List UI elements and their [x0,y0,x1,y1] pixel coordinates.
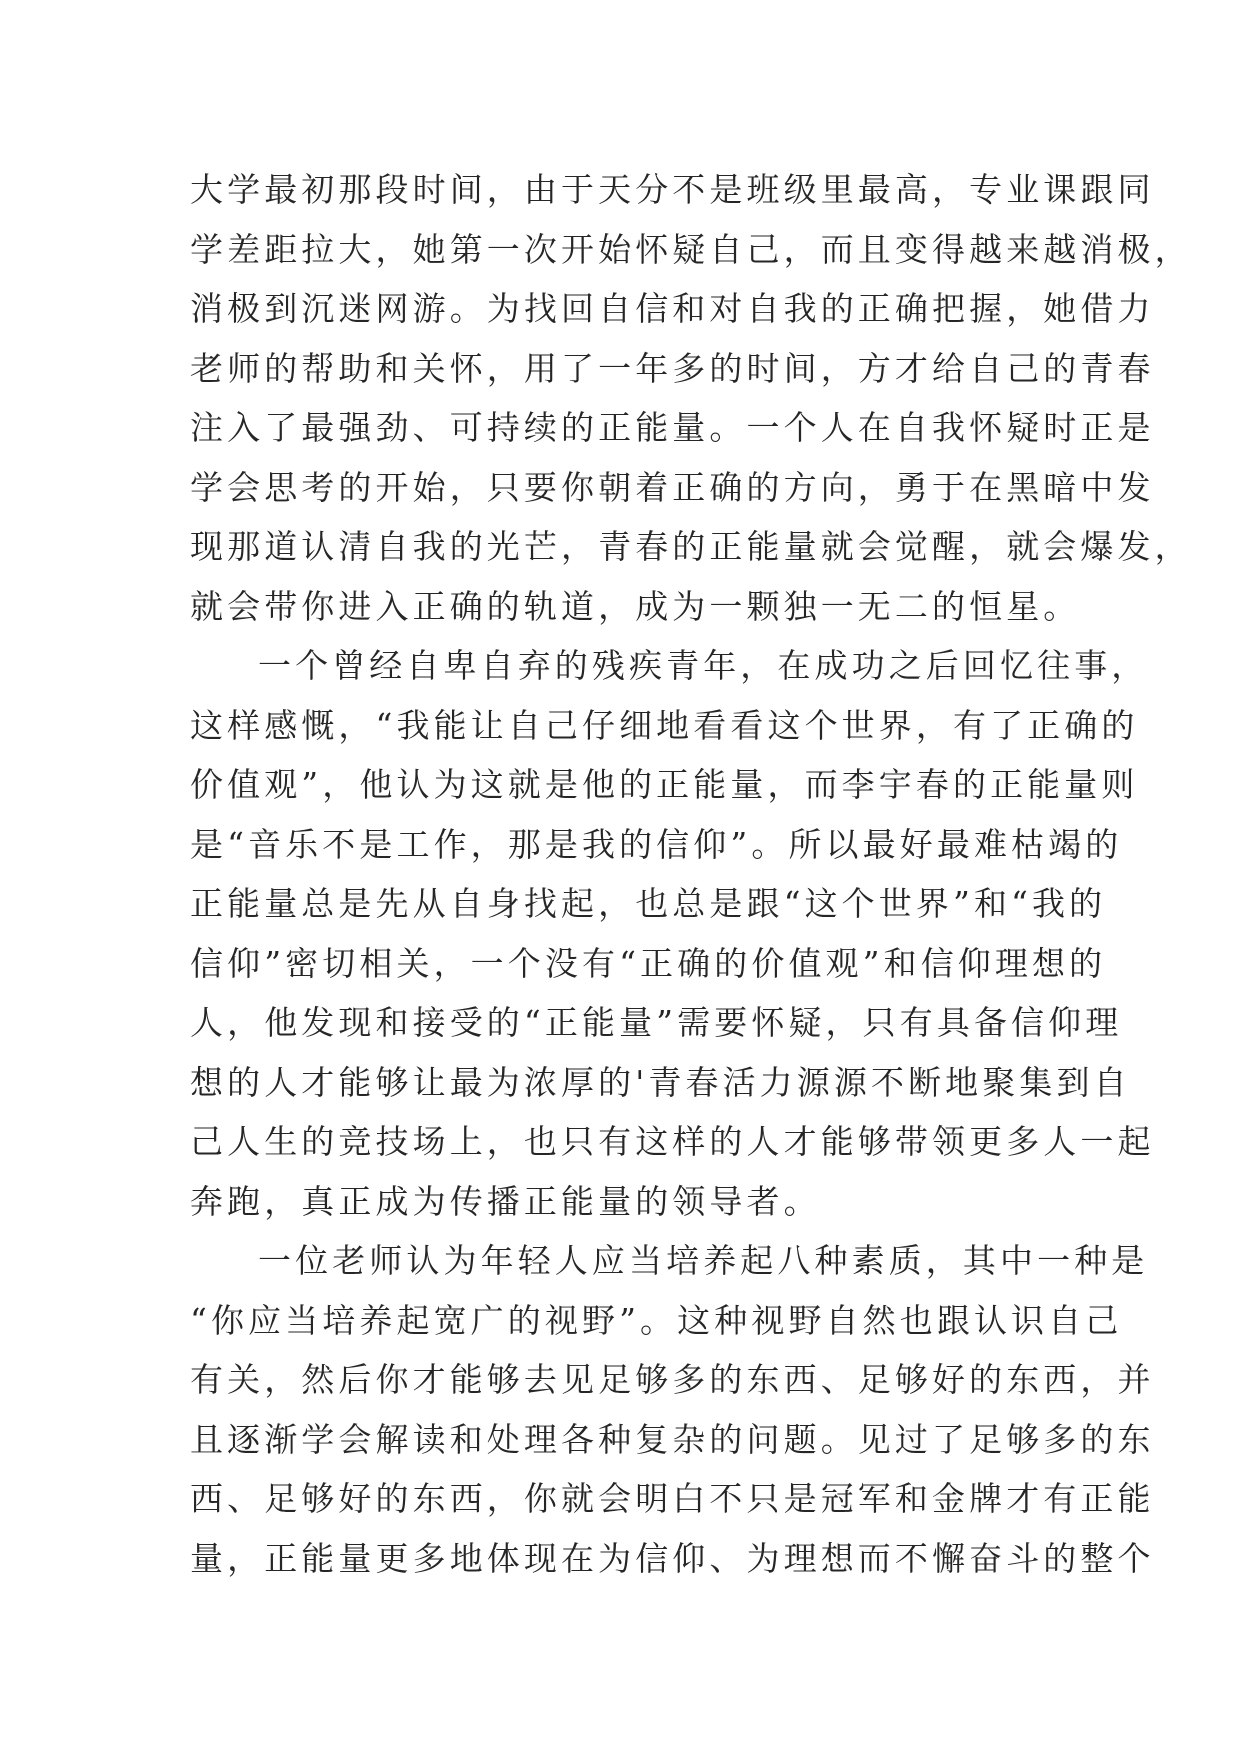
text-line: 价值观”，他认为这就是他的正能量，而李宇春的正能量则 [190,765,1139,804]
text-line: 消极到沉迷网游。为找回自信和对自我的正确把握，她借力 [190,289,1155,328]
text-line: 注入了最强劲、可持续的正能量。一个人在自我怀疑时正是 [190,408,1155,447]
text-line: 学差距拉大，她第一次开始怀疑自己，而且变得越来越消极， [190,229,1192,269]
paragraph-2 [190,636,1155,1231]
text-line: 正能量总是先从自身找起，也总是跟“这个世界”和“我的 [190,884,1107,923]
text-line: 老师的帮助和关怀，用了一年多的时间，方才给自己的青春 [190,348,1155,388]
paragraph-3 [190,1231,1155,1588]
text-line-indented: 一位老师认为年轻人应当培养起八种素质，其中一种是 [258,1241,1149,1280]
text-line: 学会思考的开始，只要你朝着正确的方向，勇于在黑暗中发 [190,467,1155,507]
text-line: 己人生的竞技场上，也只有这样的人才能够带领更多人一起 [190,1122,1155,1161]
body-text [190,160,1192,1588]
text-line: 西、足够好的东西，你就会明白不只是冠军和金牌才有正能 [190,1479,1155,1518]
text-line: 想的人才能够让最为浓厚的'青春活力源源不断地聚集到自 [190,1062,1131,1102]
text-line: 信仰”密切相关，一个没有“正确的价值观”和信仰理想的 [190,943,1107,983]
text-line: 且逐渐学会解读和处理各种复杂的问题。见过了足够多的东 [190,1419,1155,1459]
text-line: 人，他发现和接受的“正能量”需要怀疑，只有具备信仰理 [190,1003,1123,1042]
paragraph-1 [190,160,1192,636]
text-line: 大学最初那段时间，由于天分不是班级里最高，专业课跟同 [190,170,1155,209]
text-line: 量，正能量更多地体现在为信仰、为理想而不懈奋斗的整个 [190,1538,1155,1578]
text-line: 有关，然后你才能够去见足够多的东西、足够好的东西，并 [190,1360,1155,1399]
text-line: 这样感慨，“我能让自己仔细地看看这个世界，有了正确的 [190,705,1139,745]
text-line: 是“音乐不是工作，那是我的信仰”。所以最好最难枯竭的 [190,824,1123,864]
text-line: “你应当培养起宽广的视野”。这种视野自然也跟认识自己 [190,1300,1123,1340]
text-line-indented: 一个曾经自卑自弃的残疾青年，在成功之后回忆往事， [258,646,1149,685]
text-line: 奔跑，真正成为传播正能量的领导者。 [190,1181,821,1221]
text-line: 现那道认清自我的光芒，青春的正能量就会觉醒，就会爆发， [190,527,1192,566]
text-line: 就会带你进入正确的轨道，成为一颗独一无二的恒星。 [190,586,1081,626]
